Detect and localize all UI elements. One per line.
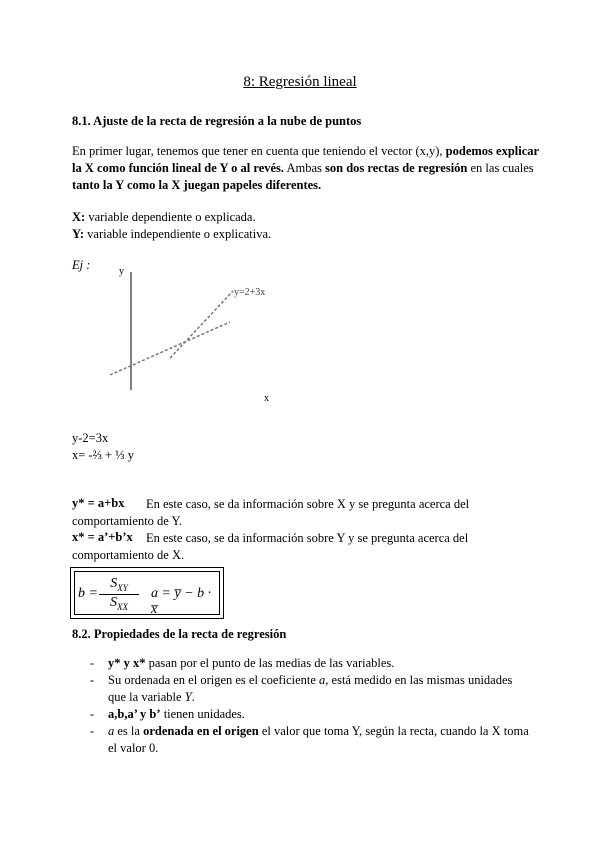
example-label: Ej :: [72, 258, 91, 272]
y-axis-label: y: [119, 266, 124, 277]
y-definition: Y: variable independiente o explicativa.: [72, 227, 272, 241]
formula-b-lhs: b =: [78, 586, 98, 601]
example-graph: [100, 262, 300, 412]
regression-xy-text: En este caso, se da información sobre Y y se pregunta acerca del comportamiento de X.: [72, 531, 469, 562]
regression-yx-lhs: y* = a+bx: [72, 496, 125, 510]
equation-1: y-2=3x: [72, 431, 109, 445]
equation-2: x= -⅔ + ⅓ y: [72, 448, 135, 462]
formula-box: [70, 567, 224, 619]
properties-list: [90, 655, 530, 757]
list-item: - a,b,a’ y b’ tienen unidades.: [90, 707, 245, 721]
list-item: - Su ordenada en el origen es el coeficiente a, está medido en las mismas unidades que la variable Y.: [90, 673, 513, 704]
regression-xy-lhs: x* = a’+b’x: [72, 530, 133, 544]
list-item: - y* y x* pasan por el punto de las medias de las variables.: [90, 656, 395, 670]
x-definition: X: variable dependiente o explicada.: [72, 210, 256, 224]
regression-line-upper: [170, 291, 233, 358]
formula-fraction: $S_{XY}$ $S_{XX}$: [99, 576, 139, 612]
x-axis-label: x: [264, 393, 269, 404]
intro-paragraph: En primer lugar, tenemos que tener en cuenta que teniendo el vector (x,y), podemos explicar la X como función lineal de Y o al revés. Ambas son dos rectas de regresión en las cuales tanto la Y como la X juegan papeles diferentes.: [72, 144, 539, 192]
formula-a: a = y̅ − b · x̅: [151, 586, 212, 617]
regression-line: [110, 322, 230, 375]
page-title: 8: Regresión lineal: [243, 74, 357, 90]
list-item: - a es la ordenada en el origen el valor que toma Y, según la recta, cuando la X toma el valor 0.: [90, 724, 529, 755]
line-equation-label: y=2+3x: [234, 287, 266, 298]
section-heading-2: 8.2. Propiedades de la recta de regresión: [72, 627, 287, 641]
section-heading-1: 8.1. Ajuste de la recta de regresión a la nube de puntos: [72, 114, 362, 128]
regression-yx-text: En este caso, se da información sobre X y se pregunta acerca del comportamiento de Y.: [72, 497, 470, 528]
